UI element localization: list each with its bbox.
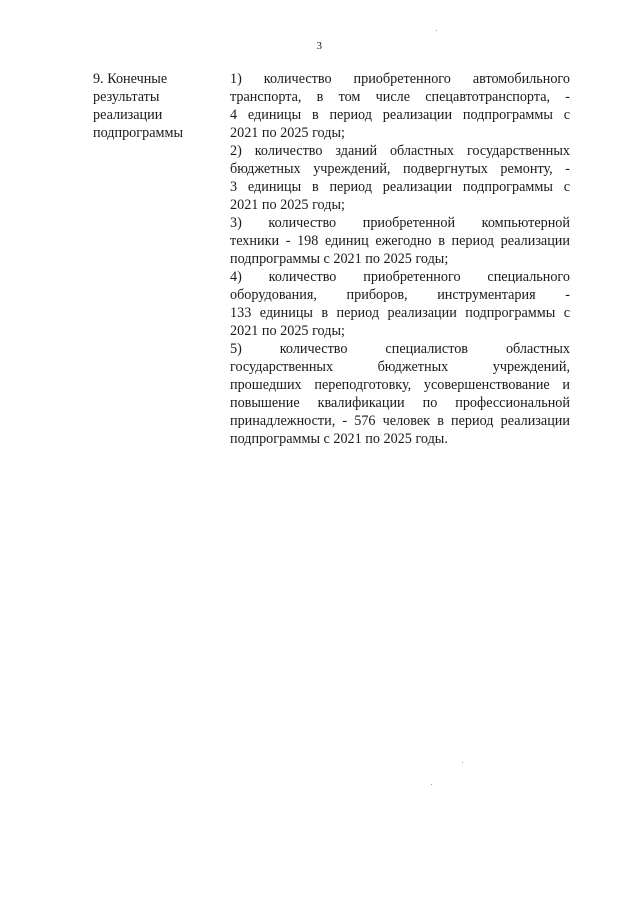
result-line: 133 единицы в период реализации подпрограммы с [230, 305, 570, 321]
result-line: 2021 по 2025 годы; [230, 125, 345, 141]
result-line: подпрограммы с 2021 по 2025 годы; [230, 251, 449, 267]
result-item-5 [230, 340, 570, 448]
result-line: подпрограммы с 2021 по 2025 годы. [230, 431, 448, 447]
section-label-line: 9. Конечные [93, 71, 168, 87]
result-item-1 [230, 70, 570, 142]
section-label-line: результаты [93, 89, 160, 105]
result-line: повышение квалификации по профессиональной [230, 395, 570, 411]
section-label [93, 70, 205, 142]
result-line: государственных бюджетных учреждений, [230, 359, 570, 375]
scan-speck [436, 30, 437, 31]
result-line: оборудования, приборов, инструментария - [230, 287, 570, 303]
scan-speck [462, 762, 463, 763]
result-line: 2021 по 2025 годы; [230, 197, 345, 213]
result-line: техники - 198 единиц ежегодно в период реализации [230, 233, 570, 249]
result-line: 4) количество приобретенного специального [230, 269, 570, 285]
result-line: 3) количество приобретенной компьютерной [230, 215, 570, 231]
result-line: 1) количество приобретенного автомобильного [230, 71, 570, 87]
result-item-4 [230, 268, 570, 340]
result-line: бюджетных учреждений, подвергнутых ремонту, - [230, 161, 570, 177]
section-label-line: реализации [93, 107, 163, 123]
result-line: 2) количество зданий областных государственных [230, 143, 570, 159]
result-line: 3 единицы в период реализации подпрограммы с [230, 179, 570, 195]
result-line: 2021 по 2025 годы; [230, 323, 345, 339]
page-number: 3 [316, 40, 323, 52]
result-line: 5) количество специалистов областных [230, 341, 570, 357]
result-item-3 [230, 214, 570, 268]
result-line: прошедших переподготовку, усовершенствование и [230, 377, 570, 393]
section-content [230, 70, 570, 448]
result-line: транспорта, в том числе спецавтотранспорта, - [230, 89, 570, 105]
scan-speck [431, 784, 432, 785]
result-line: принадлежности, - 576 человек в период реализации [230, 413, 570, 429]
section-label-line: подпрограммы [93, 125, 183, 141]
result-item-2 [230, 142, 570, 214]
result-line: 4 единицы в период реализации подпрограммы с [230, 107, 570, 123]
